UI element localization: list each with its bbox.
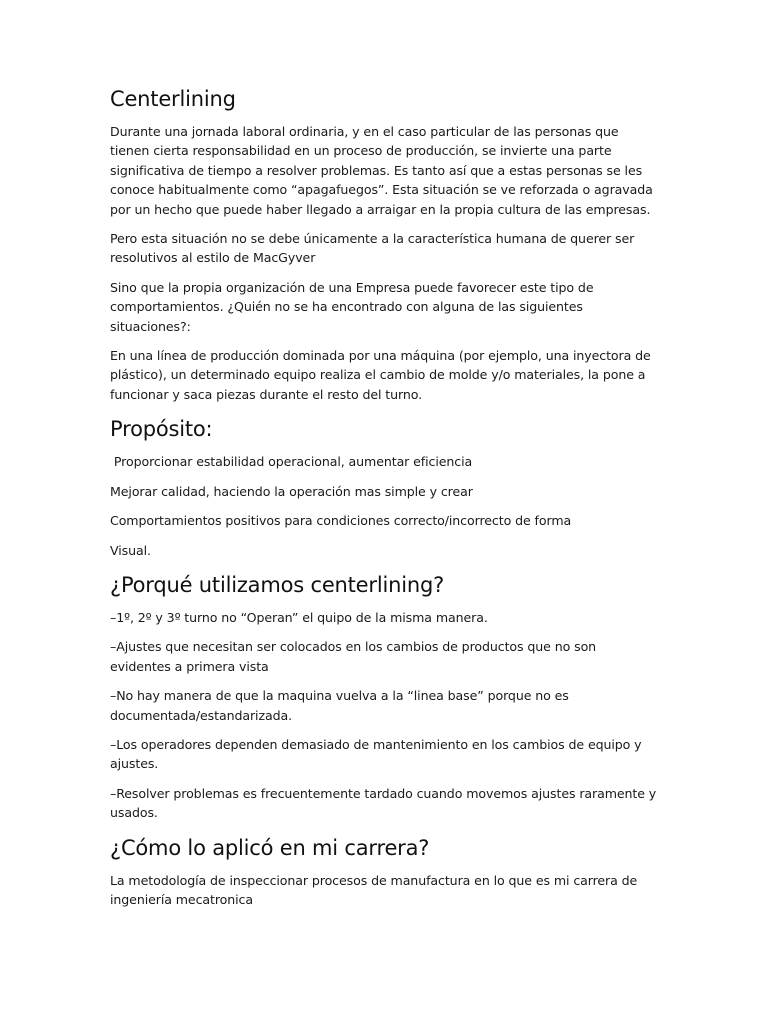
proposito-paragraph-1: Proporcionar estabilidad operacional, aumentar eficiencia [110,454,473,470]
como-paragraph-1: La metodología de inspeccionar procesos de manufactura en lo que es mi carrera de ingeniería mecatronica [110,872,638,907]
intro-paragraph-1: Durante una jornada laboral ordinaria, y en el caso particular de las personas que tienen cierta responsabilidad en un proceso de producción, se invierte una parte significativa de tiempo a resolver problemas. Es tanto así que a estas personas se les conoce habitualmente como “apagafuegos”. Esta situación se ve reforzada o agravada por un hecho que puede haber llegado a arraigar en la propia cultura de las empresas. [110,124,653,217]
porque-item-3: –No hay manera de que la maquina vuelva a la “linea base” porque no es documentada/estandarizada. [110,688,569,723]
intro-paragraph-3: Sino que la propia organización de una Empresa puede favorecer este tipo de comportamientos. ¿Quién no se ha encontrado con alguna de las siguientes situaciones?: [110,279,594,334]
porque-item-1: –1º, 2º y 3º turno no “Operan” el quipo de la misma manera. [110,609,488,625]
porque-item-4: –Los operadores dependen demasiado de mantenimiento en los cambios de equipo y ajustes. [110,736,642,772]
proposito-paragraph-3: Comportamientos positivos para condiciones correcto/incorrecto de forma [110,513,572,529]
document-page [110,84,660,919]
heading-proposito: Propósito: [110,417,213,442]
heading-porque: ¿Porqué utilizamos centerlining? [110,572,445,597]
porque-item-5: –Resolver problemas es frecuentemente tardado cuando movemos ajustes raramente y usados. [110,785,657,821]
heading-como: ¿Cómo lo aplicó en mi carrera? [110,835,430,860]
intro-paragraph-4: En una línea de producción dominada por una máquina (por ejemplo, una inyectora de plástico), un determinado equipo realiza el cambio de molde y/o materiales, la pone a funcionar y saca piezas durante el resto del turno. [110,348,651,402]
proposito-paragraph-2: Mejorar calidad, haciendo la operación mas simple y crear [110,483,473,499]
proposito-paragraph-4: Visual. [110,542,151,558]
intro-paragraph-2: Pero esta situación no se debe únicamente a la característica humana de querer ser resolutivos al estilo de MacGyver [110,231,635,266]
porque-item-2: –Ajustes que necesitan ser colocados en los cambios de productos que no son evidentes a primera vista [110,639,597,674]
document-title: Centerlining [110,87,236,111]
